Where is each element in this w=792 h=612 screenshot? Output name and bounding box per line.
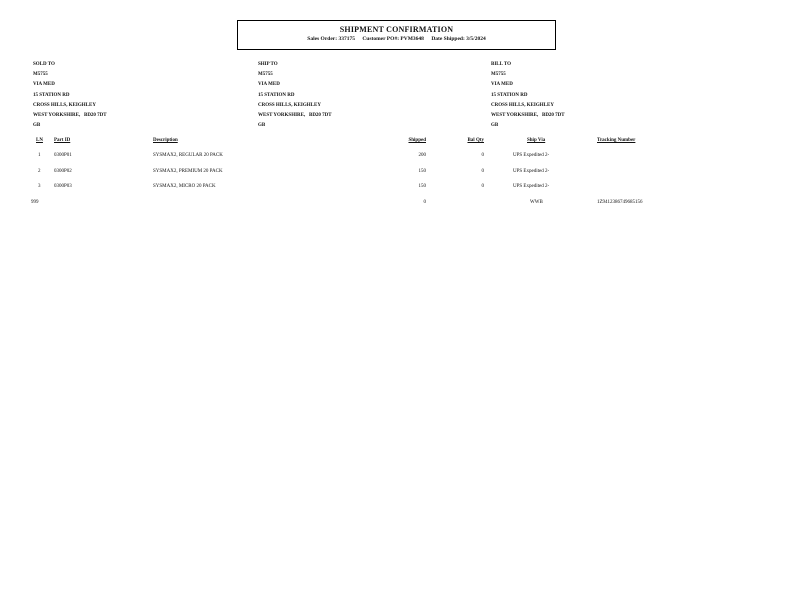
table-row	[0, 168, 792, 176]
cell-bo-qty: 0	[481, 153, 484, 158]
address-line: M5755	[33, 72, 48, 78]
address-line: WEST YORKSHIRE, BD20 7DT	[491, 113, 565, 119]
address-line: 15 STATION RD	[258, 92, 295, 98]
header-shipped: Shipped	[408, 138, 426, 143]
address-line: CROSS HILLS, KEIGHLEY	[258, 102, 321, 108]
customer-po: Customer PO#: PVM3648	[362, 36, 424, 42]
cell-shipped: 150	[418, 184, 426, 189]
date-shipped: Date Shipped: 3/5/2024	[431, 36, 486, 42]
address-line: VIA MED	[258, 82, 280, 88]
cell-ln: 2	[38, 169, 41, 174]
shipment-title-box	[237, 20, 556, 50]
address-line: M5755	[258, 72, 273, 78]
header-ship-via: Ship Via	[527, 138, 546, 143]
address-line: VIA MED	[33, 82, 55, 88]
sold-to-block	[33, 60, 107, 131]
header-description: Description	[153, 138, 178, 143]
order-summary-line	[238, 36, 555, 42]
header-part-id: Part ID	[54, 138, 71, 143]
footer-ship-via: WWB	[530, 200, 543, 205]
cell-bo-qty: 0	[481, 169, 484, 174]
cell-description: SYSMAX2, MICRO 20 PACK	[153, 184, 216, 189]
header-ln: LN	[36, 138, 43, 143]
cell-bo-qty: 0	[481, 184, 484, 189]
address-line: CROSS HILLS, KEIGHLEY	[491, 102, 554, 108]
table-footer-row	[0, 199, 792, 207]
ship-to-block	[258, 60, 332, 131]
sales-order: Sales Order: 337175	[307, 36, 355, 42]
table-row	[0, 152, 792, 160]
address-line: VIA MED	[491, 82, 513, 88]
cell-description: SYSMAX2, PREMIUM 20 PACK	[153, 169, 223, 174]
cell-ship-via: UPS Expedited 2-	[513, 184, 550, 189]
address-line: M5755	[491, 72, 506, 78]
cell-ln: 3	[38, 184, 41, 189]
cell-shipped: 200	[418, 153, 426, 158]
address-line: 15 STATION RD	[33, 92, 70, 98]
address-line: 15 STATION RD	[491, 92, 528, 98]
cell-ln: 1	[38, 153, 41, 158]
document-title: SHIPMENT CONFIRMATION	[339, 25, 454, 34]
address-line: WEST YORKSHIRE, BD20 7DT	[258, 113, 332, 119]
header-tracking: Tracking Number	[597, 138, 636, 143]
header-bo-qty: Bal Qty	[467, 138, 484, 143]
address-line: GB	[33, 123, 41, 129]
cell-shipped: 150	[418, 169, 426, 174]
address-line: GB	[258, 123, 266, 129]
ship-to-label: SHIP TO	[258, 62, 278, 67]
cell-part-id: 0300P03	[54, 184, 72, 189]
sold-to-label: SOLD TO	[33, 62, 55, 67]
footer-ln: 999	[31, 200, 39, 205]
footer-shipped: 0	[423, 200, 426, 205]
cell-description: SYSMAX2, REGULAR 20 PACK	[153, 153, 223, 158]
cell-part-id: 0300P02	[54, 169, 72, 174]
cell-ship-via: UPS Expedited 2-	[513, 169, 550, 174]
cell-part-id: 0300P01	[54, 153, 72, 158]
table-row	[0, 183, 792, 191]
table-header	[0, 137, 792, 145]
address-line: GB	[491, 123, 499, 129]
cell-ship-via: UPS Expedited 2-	[513, 153, 550, 158]
bill-to-label: BILL TO	[491, 62, 511, 67]
address-line: CROSS HILLS, KEIGHLEY	[33, 102, 96, 108]
footer-tracking: 1Z9412386749685156	[597, 200, 643, 205]
bill-to-block	[491, 60, 565, 131]
address-line: WEST YORKSHIRE, BD20 7DT	[33, 113, 107, 119]
